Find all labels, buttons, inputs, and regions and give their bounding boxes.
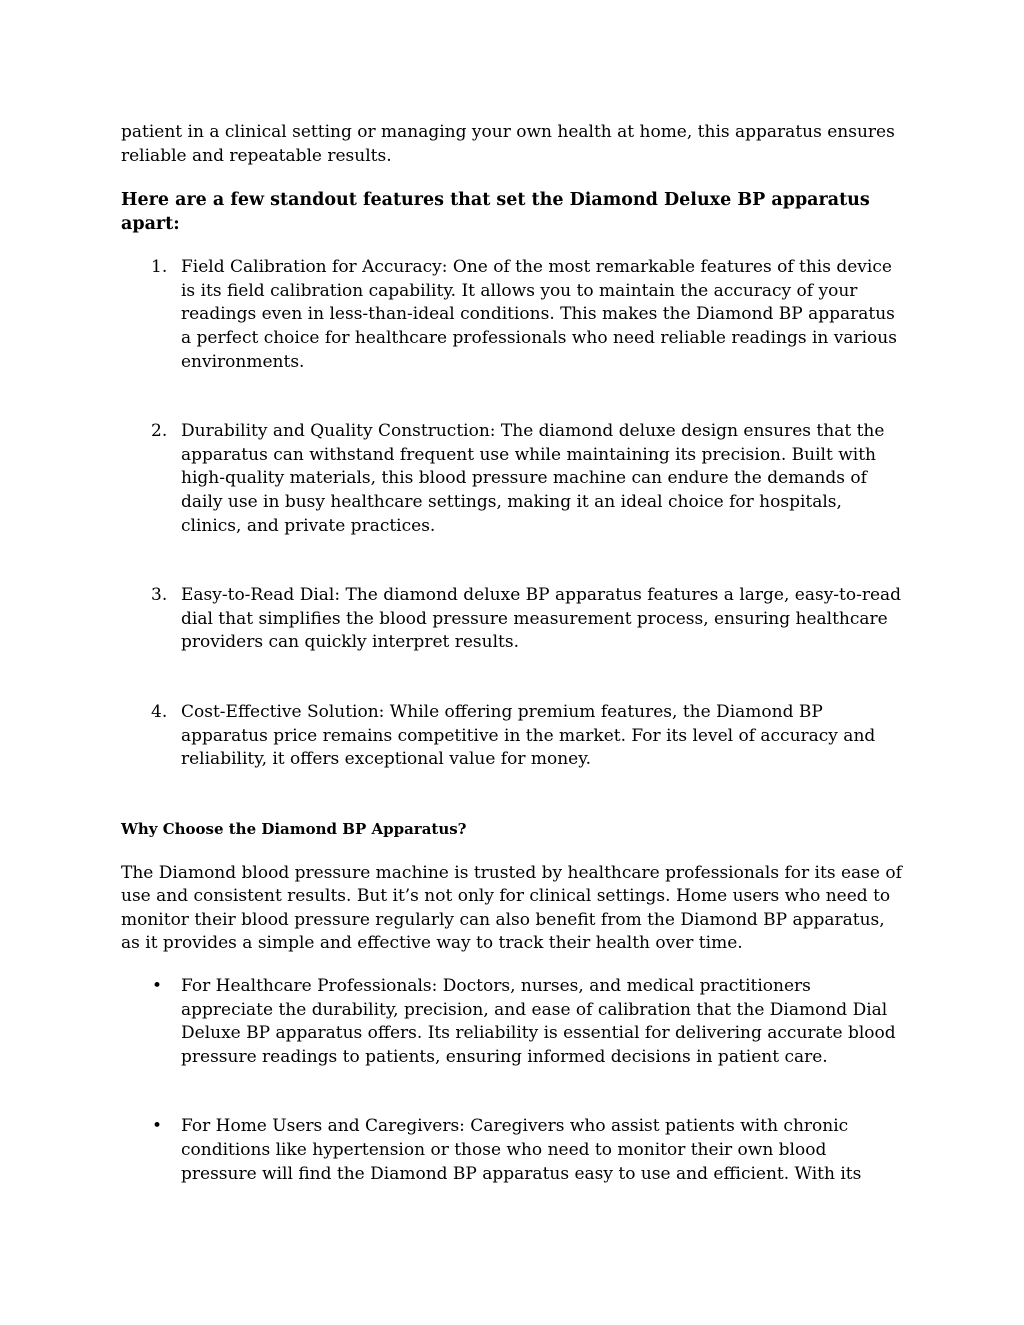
list-number: 1. [151,257,168,278]
audience-item-home-users [121,1115,906,1186]
bullet-icon: • [152,1116,163,1137]
feature-item-durability [121,420,906,538]
audience-text: For Home Users and Caregivers: Caregivers who assist patients with chronic conditions like hypertension or those who need to monitor their own blood pressure will find the Diamond BP apparatus easy to use and efficient. With its [181,1116,862,1184]
audience-item-professionals [121,975,906,1069]
feature-text: Field Calibration for Accuracy: One of the most remarkable features of this device is its field calibration capability. It allows you to maintain the accuracy of your readings even in less-than-ideal conditions. This makes the Diamond BP apparatus a perfect choice for healthcare professionals who need reliable readings in various environments. [181,257,897,372]
features-heading: Here are a few standout features that set the Diamond Deluxe BP apparatus apart: [121,190,870,235]
feature-text: Cost-Effective Solution: While offering premium features, the Diamond BP apparatus price remains competitive in the market. For its level of accuracy and reliability, it offers exceptional value for money. [181,701,876,770]
feature-item-cost [121,701,906,772]
list-number: 3. [151,585,168,606]
bullet-icon: • [152,976,163,997]
feature-text: Durability and Quality Construction: The diamond deluxe design ensures that the apparatus can withstand frequent use while maintaining its precision. Built with high-quality materials, this blood pressure machine can endure the demands of daily use in busy healthcare settings, making it an ideal choice for hospitals, clinics, and private practices. [181,421,885,536]
audience-text: For Healthcare Professionals: Doctors, nurses, and medical practitioners appreciate the durability, precision, and ease of calibration that the Diamond Dial Deluxe BP apparatus offers. Its reliability is essential for delivering accurate blood pressure readings to patients, ensuring informed decisions in patient care. [181,976,896,1067]
why-paragraph: The Diamond blood pressure machine is trusted by healthcare professionals for its ease of use and consistent results. But it’s not only for clinical settings. Home users who need to monitor their blood pressure regularly can also benefit from the Diamond BP apparatus, as it provides a simple and effective way to track their health over time. [121,862,902,954]
intro-paragraph: patient in a clinical setting or managing your own health at home, this apparatus ensures reliable and repeatable results. [121,122,895,166]
why-heading: Why Choose the Diamond BP Apparatus? [121,819,467,838]
document-page [121,121,906,1232]
feature-item-field-calibration [121,256,906,374]
feature-text: Easy-to-Read Dial: The diamond deluxe BP apparatus features a large, easy-to-read dial that simplifies the blood pressure measurement process, ensuring healthcare providers can quickly interpret results. [181,585,902,653]
list-number: 2. [151,421,168,442]
audience-list [121,975,906,1186]
feature-item-dial [121,584,906,655]
features-list [121,256,906,772]
list-number: 4. [151,701,168,722]
